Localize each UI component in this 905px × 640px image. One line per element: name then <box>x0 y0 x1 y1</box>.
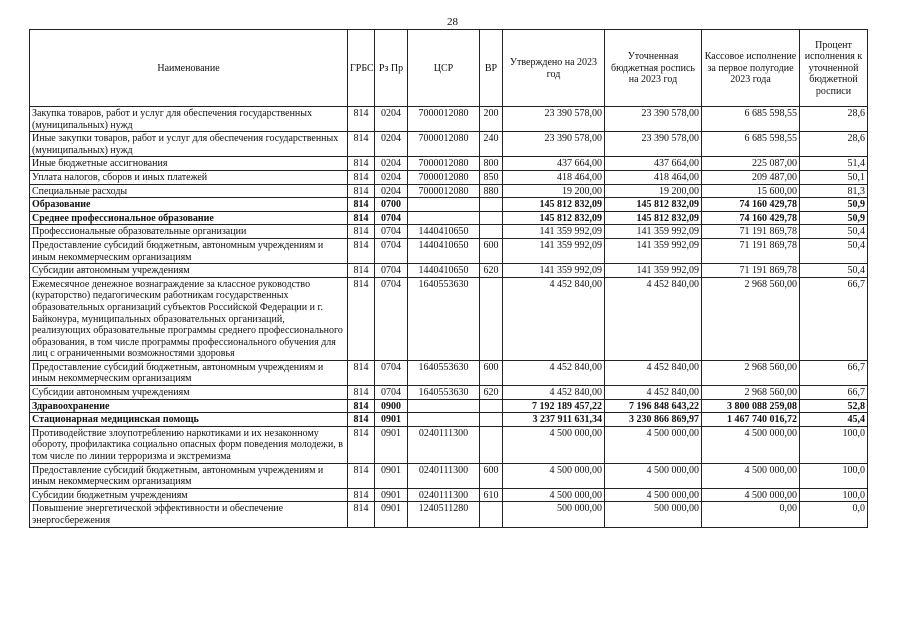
cell-percent: 51,4 <box>800 157 868 171</box>
cell-percent: 66,7 <box>800 360 868 385</box>
cell-grbs: 814 <box>348 399 375 413</box>
cell-cash: 2 968 560,00 <box>702 386 800 400</box>
table-row <box>30 360 868 385</box>
cell-percent: 81,3 <box>800 184 868 198</box>
cell-grbs: 814 <box>348 211 375 225</box>
table-row <box>30 386 868 400</box>
cell-percent: 0,0 <box>800 502 868 527</box>
cell-csr: 1640553630 <box>408 360 480 385</box>
header-approved: Утверждено на 2023 год <box>503 30 605 107</box>
cell-revised: 4 500 000,00 <box>605 488 702 502</box>
table-row <box>30 170 868 184</box>
cell-approved: 141 359 992,09 <box>503 264 605 278</box>
cell-vr: 600 <box>480 360 503 385</box>
table-row <box>30 211 868 225</box>
cell-percent: 45,4 <box>800 413 868 427</box>
cell-cash: 6 685 598,55 <box>702 132 800 157</box>
cell-percent: 50,4 <box>800 264 868 278</box>
cell-revised: 4 452 840,00 <box>605 360 702 385</box>
cell-csr: 1240511280 <box>408 502 480 527</box>
cell-csr: 7000012080 <box>408 157 480 171</box>
cell-cash: 1 467 740 016,72 <box>702 413 800 427</box>
cell-revised: 141 359 992,09 <box>605 264 702 278</box>
cell-csr: 1440410650 <box>408 225 480 239</box>
cell-rzpr: 0901 <box>375 413 408 427</box>
table-header-row <box>30 30 868 107</box>
cell-vr <box>480 399 503 413</box>
cell-csr <box>408 211 480 225</box>
cell-percent: 28,6 <box>800 107 868 132</box>
cell-revised: 145 812 832,09 <box>605 198 702 212</box>
cell-percent: 100,0 <box>800 426 868 463</box>
cell-vr <box>480 277 503 360</box>
cell-grbs: 814 <box>348 157 375 171</box>
cell-cash: 3 800 088 259,08 <box>702 399 800 413</box>
cell-vr <box>480 225 503 239</box>
header-grbs: ГРБС <box>348 30 375 107</box>
cell-csr: 1640553630 <box>408 277 480 360</box>
header-csr: ЦСР <box>408 30 480 107</box>
cell-csr: 0240111300 <box>408 426 480 463</box>
cell-rzpr: 0204 <box>375 170 408 184</box>
cell-grbs: 814 <box>348 198 375 212</box>
cell-revised: 7 196 848 643,22 <box>605 399 702 413</box>
cell-cash: 2 968 560,00 <box>702 277 800 360</box>
cell-approved: 19 200,00 <box>503 184 605 198</box>
table-row <box>30 413 868 427</box>
cell-name: Иные бюджетные ассигнования <box>30 157 348 171</box>
cell-approved: 145 812 832,09 <box>503 198 605 212</box>
cell-grbs: 814 <box>348 238 375 263</box>
cell-name: Закупка товаров, работ и услуг для обеспечения государственных (муниципальных) нужд <box>30 107 348 132</box>
cell-revised: 3 230 866 869,97 <box>605 413 702 427</box>
cell-approved: 23 390 578,00 <box>503 132 605 157</box>
cell-percent: 50,4 <box>800 238 868 263</box>
cell-name: Специальные расходы <box>30 184 348 198</box>
cell-rzpr: 0704 <box>375 386 408 400</box>
cell-approved: 145 812 832,09 <box>503 211 605 225</box>
cell-percent: 100,0 <box>800 488 868 502</box>
cell-revised: 4 500 000,00 <box>605 426 702 463</box>
cell-name: Образование <box>30 198 348 212</box>
cell-grbs: 814 <box>348 132 375 157</box>
cell-cash: 0,00 <box>702 502 800 527</box>
cell-approved: 23 390 578,00 <box>503 107 605 132</box>
cell-grbs: 814 <box>348 360 375 385</box>
cell-vr <box>480 198 503 212</box>
cell-percent: 50,1 <box>800 170 868 184</box>
cell-vr: 600 <box>480 238 503 263</box>
cell-approved: 3 237 911 631,34 <box>503 413 605 427</box>
cell-revised: 141 359 992,09 <box>605 225 702 239</box>
cell-rzpr: 0704 <box>375 360 408 385</box>
cell-revised: 23 390 578,00 <box>605 132 702 157</box>
cell-approved: 141 359 992,09 <box>503 225 605 239</box>
budget-execution-table <box>29 29 868 528</box>
cell-name: Предоставление субсидий бюджетным, автономным учреждениям и иным некоммерческим организациям <box>30 360 348 385</box>
cell-revised: 500 000,00 <box>605 502 702 527</box>
table-row <box>30 184 868 198</box>
cell-grbs: 814 <box>348 426 375 463</box>
header-name: Наименование <box>30 30 348 107</box>
cell-percent: 50,9 <box>800 198 868 212</box>
cell-vr: 880 <box>480 184 503 198</box>
table-row <box>30 426 868 463</box>
cell-grbs: 814 <box>348 264 375 278</box>
cell-rzpr: 0704 <box>375 211 408 225</box>
cell-cash: 225 087,00 <box>702 157 800 171</box>
cell-rzpr: 0704 <box>375 225 408 239</box>
cell-rzpr: 0204 <box>375 132 408 157</box>
cell-vr: 620 <box>480 386 503 400</box>
cell-csr: 1640553630 <box>408 386 480 400</box>
cell-vr: 850 <box>480 170 503 184</box>
table-row <box>30 264 868 278</box>
cell-csr: 0240111300 <box>408 488 480 502</box>
cell-name: Профессиональные образовательные организации <box>30 225 348 239</box>
cell-rzpr: 0700 <box>375 198 408 212</box>
cell-approved: 500 000,00 <box>503 502 605 527</box>
cell-rzpr: 0204 <box>375 184 408 198</box>
cell-grbs: 814 <box>348 413 375 427</box>
cell-csr: 7000012080 <box>408 184 480 198</box>
cell-name: Стационарная медицинская помощь <box>30 413 348 427</box>
cell-rzpr: 0900 <box>375 399 408 413</box>
table-row <box>30 502 868 527</box>
cell-cash: 4 500 000,00 <box>702 463 800 488</box>
cell-approved: 4 500 000,00 <box>503 426 605 463</box>
table-row <box>30 238 868 263</box>
cell-percent: 28,6 <box>800 132 868 157</box>
cell-vr: 800 <box>480 157 503 171</box>
cell-cash: 2 968 560,00 <box>702 360 800 385</box>
cell-vr <box>480 413 503 427</box>
cell-percent: 66,7 <box>800 277 868 360</box>
cell-csr: 7000012080 <box>408 132 480 157</box>
cell-revised: 145 812 832,09 <box>605 211 702 225</box>
header-cash: Кассовое исполнение за первое полугодие 2023 года <box>702 30 800 107</box>
cell-approved: 4 500 000,00 <box>503 463 605 488</box>
cell-revised: 418 464,00 <box>605 170 702 184</box>
cell-grbs: 814 <box>348 277 375 360</box>
cell-vr: 610 <box>480 488 503 502</box>
table-row <box>30 463 868 488</box>
cell-grbs: 814 <box>348 463 375 488</box>
header-rzpr: Рз Пр <box>375 30 408 107</box>
table-row <box>30 225 868 239</box>
cell-revised: 141 359 992,09 <box>605 238 702 263</box>
table-row <box>30 132 868 157</box>
cell-name: Иные закупки товаров, работ и услуг для обеспечения государственных (муниципальных) нужд <box>30 132 348 157</box>
cell-grbs: 814 <box>348 107 375 132</box>
cell-vr <box>480 502 503 527</box>
cell-cash: 4 500 000,00 <box>702 488 800 502</box>
cell-cash: 6 685 598,55 <box>702 107 800 132</box>
cell-vr <box>480 211 503 225</box>
header-vr: ВР <box>480 30 503 107</box>
cell-cash: 74 160 429,78 <box>702 211 800 225</box>
cell-name: Среднее профессиональное образование <box>30 211 348 225</box>
cell-grbs: 814 <box>348 225 375 239</box>
cell-grbs: 814 <box>348 184 375 198</box>
cell-csr: 7000012080 <box>408 107 480 132</box>
cell-cash: 4 500 000,00 <box>702 426 800 463</box>
table-row <box>30 277 868 360</box>
cell-rzpr: 0704 <box>375 238 408 263</box>
cell-cash: 15 600,00 <box>702 184 800 198</box>
cell-approved: 7 192 189 457,22 <box>503 399 605 413</box>
cell-grbs: 814 <box>348 386 375 400</box>
cell-cash: 71 191 869,78 <box>702 225 800 239</box>
cell-csr: 1440410650 <box>408 238 480 263</box>
cell-grbs: 814 <box>348 488 375 502</box>
cell-grbs: 814 <box>348 170 375 184</box>
cell-name: Ежемесячное денежное вознаграждение за классное руководство (кураторство) педагогическим работникам государственных образовательных организаций субъектов Российской Федерации и г. Байконура, муниципальных образовательных организаций, реализующих образовательные программы среднего профессионального образования, в том числе программы профессионального обучения для лиц с ограниченными возможностями здоровья <box>30 277 348 360</box>
cell-percent: 100,0 <box>800 463 868 488</box>
cell-vr: 240 <box>480 132 503 157</box>
cell-name: Здравоохранение <box>30 399 348 413</box>
cell-rzpr: 0204 <box>375 107 408 132</box>
cell-percent: 50,4 <box>800 225 868 239</box>
cell-name: Субсидии автономным учреждениям <box>30 264 348 278</box>
header-revised: Уточненная бюджетная роспись на 2023 год <box>605 30 702 107</box>
cell-revised: 4 452 840,00 <box>605 386 702 400</box>
cell-approved: 4 500 000,00 <box>503 488 605 502</box>
cell-percent: 52,8 <box>800 399 868 413</box>
cell-rzpr: 0901 <box>375 463 408 488</box>
cell-revised: 19 200,00 <box>605 184 702 198</box>
cell-rzpr: 0204 <box>375 157 408 171</box>
cell-vr: 200 <box>480 107 503 132</box>
cell-csr: 7000012080 <box>408 170 480 184</box>
cell-name: Предоставление субсидий бюджетным, автономным учреждениям и иным некоммерческим организациям <box>30 238 348 263</box>
table-row <box>30 157 868 171</box>
cell-csr <box>408 399 480 413</box>
cell-cash: 209 487,00 <box>702 170 800 184</box>
cell-csr <box>408 413 480 427</box>
cell-cash: 71 191 869,78 <box>702 238 800 263</box>
cell-revised: 4 500 000,00 <box>605 463 702 488</box>
cell-approved: 418 464,00 <box>503 170 605 184</box>
table-row <box>30 399 868 413</box>
cell-approved: 141 359 992,09 <box>503 238 605 263</box>
cell-name: Уплата налогов, сборов и иных платежей <box>30 170 348 184</box>
cell-cash: 71 191 869,78 <box>702 264 800 278</box>
cell-revised: 4 452 840,00 <box>605 277 702 360</box>
cell-grbs: 814 <box>348 502 375 527</box>
cell-name: Субсидии автономным учреждениям <box>30 386 348 400</box>
header-percent: Процент исполнения к уточненной бюджетной росписи <box>800 30 868 107</box>
cell-name: Противодействие злоупотреблению наркотиками и их незаконному обороту, профилактика социально опасных форм поведения молодежи, в том числе по линии терроризма и экстремизма <box>30 426 348 463</box>
cell-csr: 1440410650 <box>408 264 480 278</box>
cell-vr: 600 <box>480 463 503 488</box>
cell-name: Повышение энергетической эффективности и обеспечение энергосбережения <box>30 502 348 527</box>
cell-rzpr: 0704 <box>375 264 408 278</box>
cell-vr: 620 <box>480 264 503 278</box>
cell-percent: 66,7 <box>800 386 868 400</box>
cell-name: Субсидии бюджетным учреждениям <box>30 488 348 502</box>
page-number: 28 <box>447 16 458 28</box>
table-row <box>30 198 868 212</box>
cell-revised: 437 664,00 <box>605 157 702 171</box>
cell-rzpr: 0901 <box>375 426 408 463</box>
cell-cash: 74 160 429,78 <box>702 198 800 212</box>
cell-vr <box>480 426 503 463</box>
table-row <box>30 107 868 132</box>
cell-percent: 50,9 <box>800 211 868 225</box>
cell-approved: 4 452 840,00 <box>503 360 605 385</box>
cell-name: Предоставление субсидий бюджетным, автономным учреждениям и иным некоммерческим организациям <box>30 463 348 488</box>
cell-rzpr: 0901 <box>375 502 408 527</box>
cell-csr <box>408 198 480 212</box>
cell-rzpr: 0704 <box>375 277 408 360</box>
cell-approved: 4 452 840,00 <box>503 277 605 360</box>
cell-revised: 23 390 578,00 <box>605 107 702 132</box>
table-row <box>30 488 868 502</box>
cell-approved: 4 452 840,00 <box>503 386 605 400</box>
cell-csr: 0240111300 <box>408 463 480 488</box>
cell-approved: 437 664,00 <box>503 157 605 171</box>
table-body <box>30 107 868 528</box>
cell-rzpr: 0901 <box>375 488 408 502</box>
